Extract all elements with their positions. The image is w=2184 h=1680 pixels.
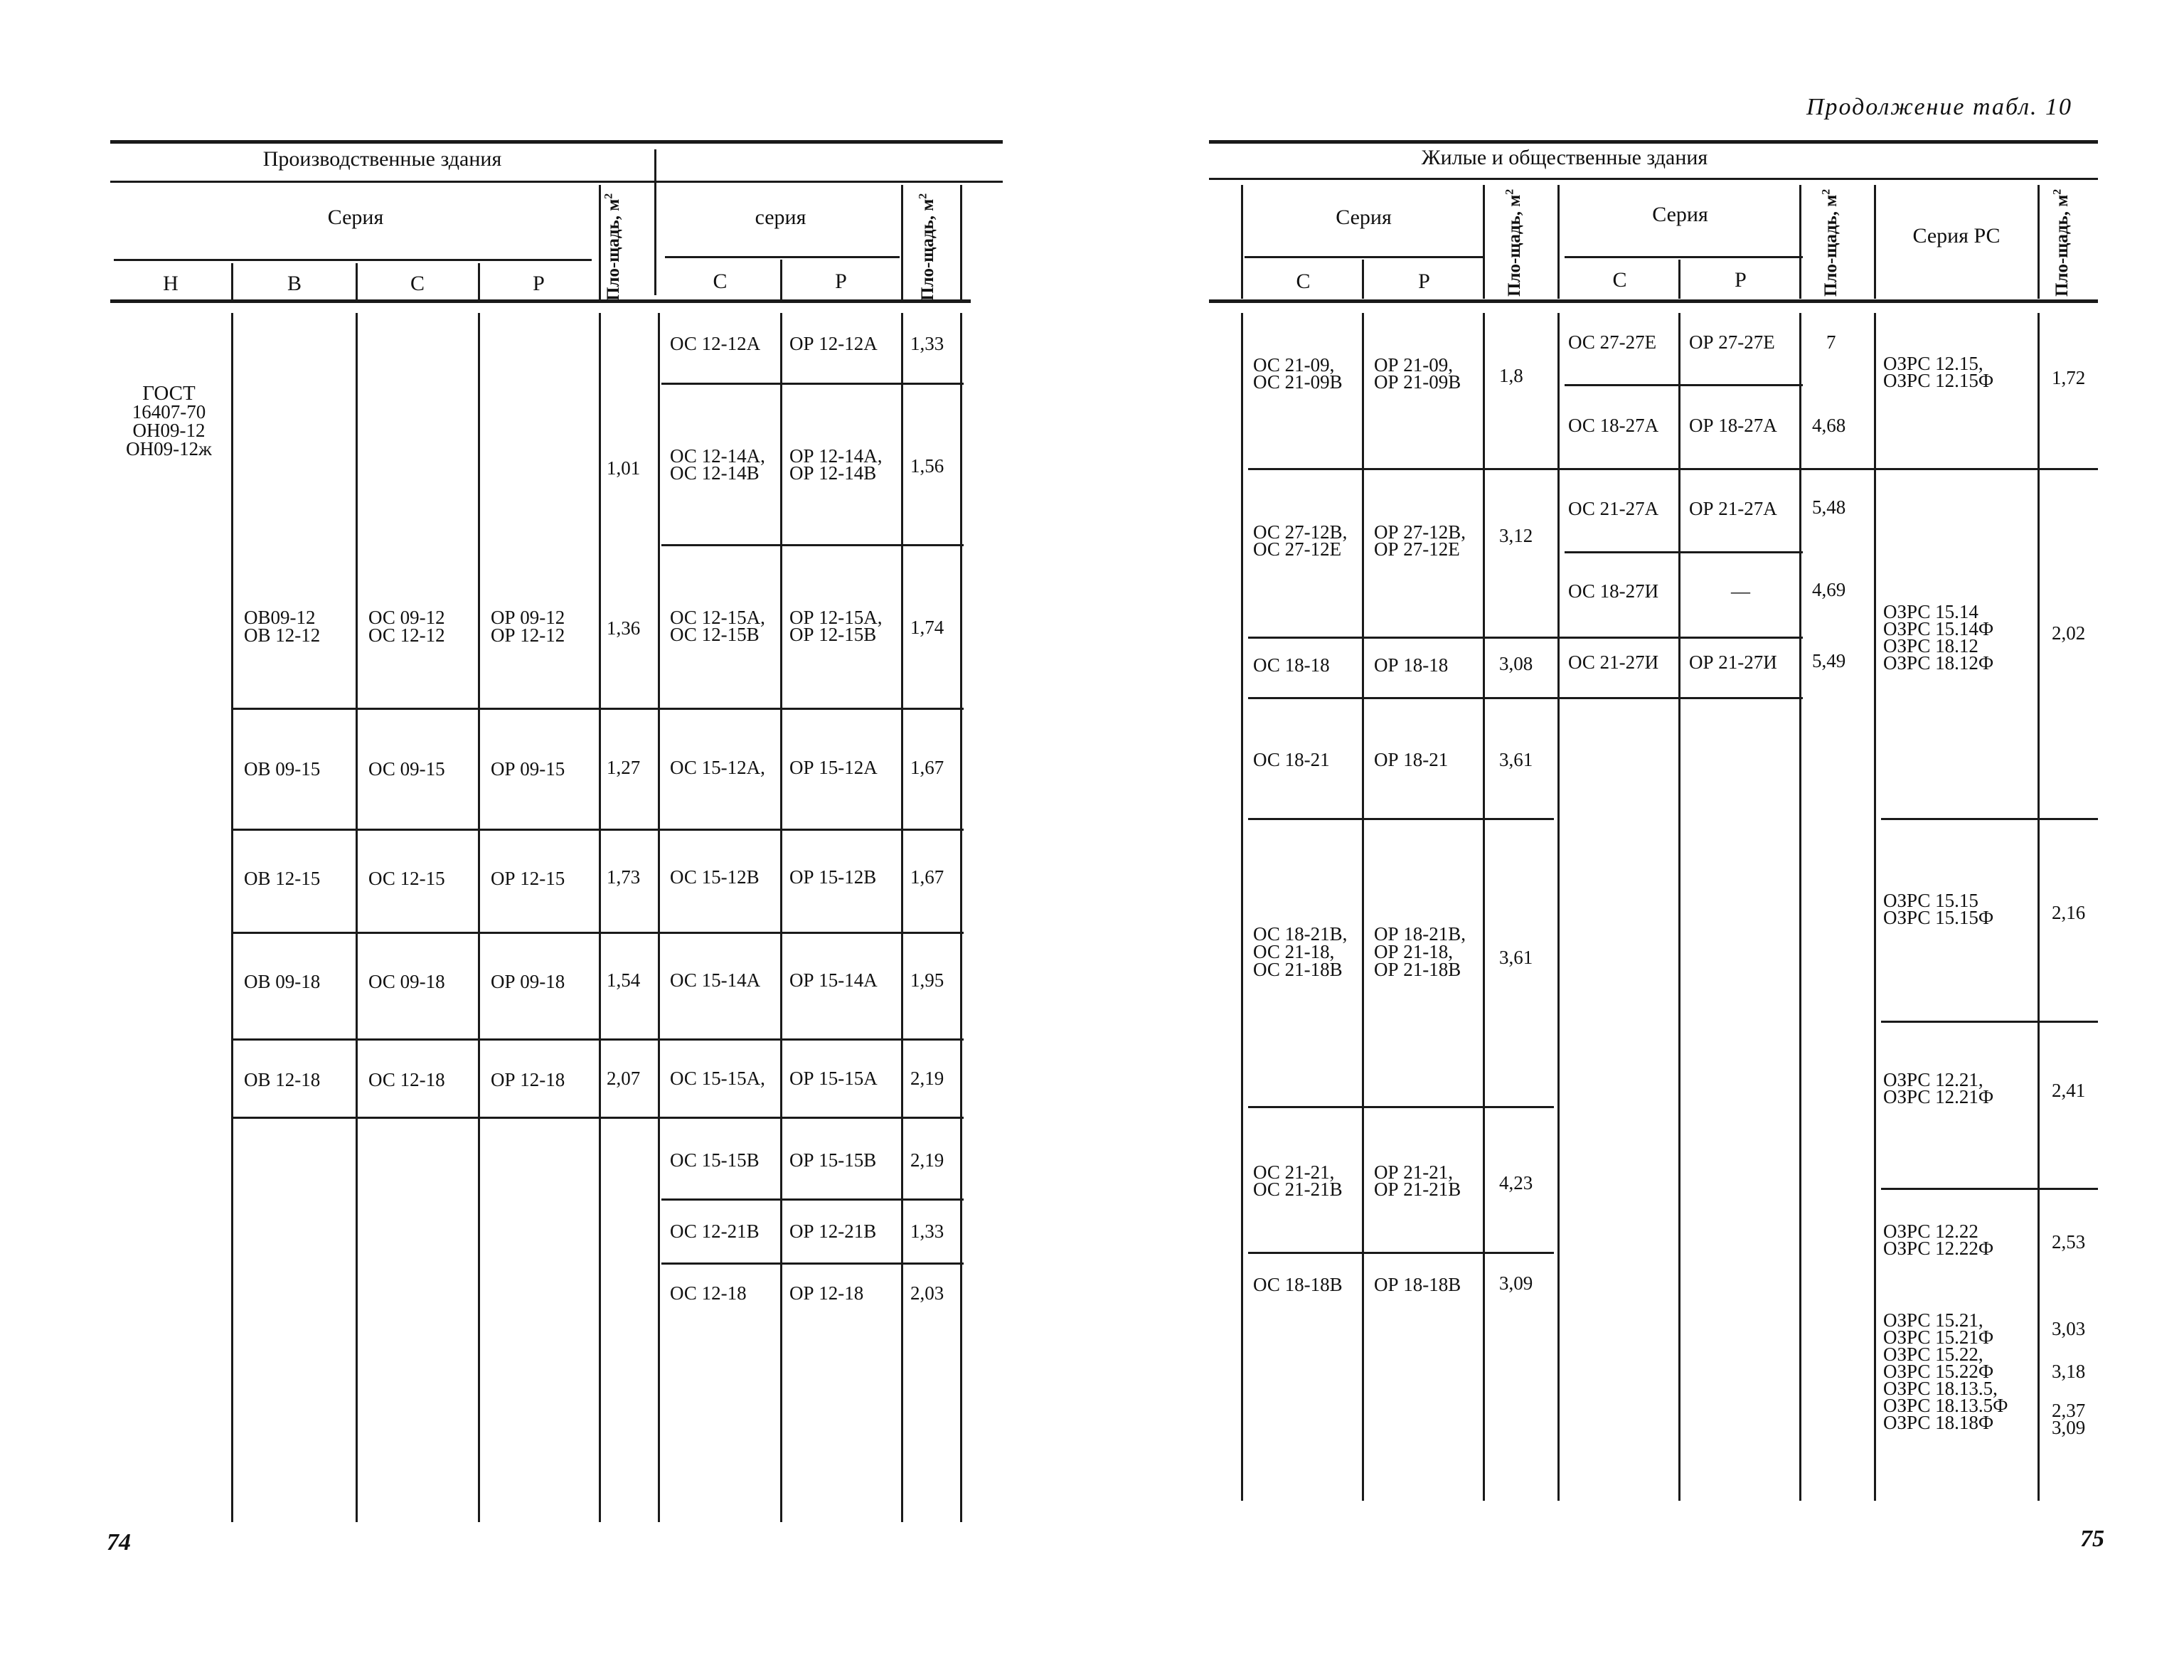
right-col-header-c: С [1296, 270, 1311, 293]
col-header-c2: С [713, 270, 728, 293]
col-header-p2: Р [835, 270, 847, 293]
table-cell: ОС 12-12А [670, 333, 761, 354]
table-cell: ОР 12-14А, [789, 445, 883, 467]
col-header-p: Р [533, 272, 545, 295]
table-cell: ОР 12-14В [789, 462, 877, 484]
left-header-area-2: Пло-щадь, $м^2$ [917, 193, 937, 301]
book-spread: Продолжение табл. 10 74 75 Производственные здания Серия серия Пло-щадь, $м^2$ Пло-щадь, $м^2$ Н В С Р С Р ГОСТ 16407-70 ОН09-12 ОН09-12ж ОВ09-12 ОВ 12-12 ОС 09-12 ОС 12-12 ОР 09-12 ОР 12-12 1,01 1,36 ОС 12-12А ОР 12-12А 1,33 ОС 12-14А, ОС 12-14В ОР 12-14А, ОР 12-14В 1,56 ОС 12-15А, ОС 12-15В ОР 12-15А, ОР 12-15В 1,74 ОВ 09-15 ОС 09-15 ОР 09-15 1,27 ОС 15-12А, ОР 15-12А 1,67 ОВ 12-15 ОС 12-15 ОР 12-15 1,73 ОС 15-12В ОР 15-12В 1,67 ОВ 09-18 ОС 09-18 ОР 09-18 1,54 ОС 15-14А ОР 15-14А 1,95 ОВ 12-18 ОС 12-18 ОР 12-18 2,07 ОС 15-15А, ОР 15-15А 2,19 ОС 15-15В ОР 15-15В 2,19 ОС 12-21В ОР 12-21В 1,33 ОС 12-18 ОР 12-18 2,03 Жилые и общественные здания Серия Серия Серия РС Пло-щадь, $м^2$ Пло-щадь, $м^2$ Пло-щадь, $м^2$ С Р С Р ОС 21-09, ОС 21-09В ОР 21-09, ОР 21-09В 1,8 ОС 27-12В, ОС 27-12Е ОР 27-12В, ОР 27-12Е 3,12 ОС 18-18 ОР 18-18 3,08 ОС 18-21 ОР 18-21 3,61 ОС 18-21В, ОС 21-18, ОС 21-18В ОР 18-21В, ОР 21-18, ОР 21-18В 3,61 ОС 21-21, ОС 21-21В ОР 21-21, ОР 21-21В 4,23 ОС 18-18В ОР 18-18В 3,09 ОС 27-27Е ОР 27-27Е 7 ОС 18-27А ОР 18-27А 4,68 ОС 21-27А ОР 21-27А 5,48 ОС 18-27И — 4,69 ОС 21-27И ОР 21-27И 5,49 ОЗРС 12.15, ОЗРС 12.15Ф 1,72 ОЗРС 15.14 ОЗРС 15.14Ф ОЗРС 18.12 ОЗРС 18.12Ф 2,02 ОЗРС 15.15 ОЗРС 15.15Ф 2,16 ОЗРС 12.21, ОЗРС 12.21Ф 2,41 ОЗРС 12.22 ОЗРС 12.22Ф 2,53 ОЗРС 15.21, ОЗРС 15.21Ф ОЗРС 15.22, ОЗРС 15.22Ф ОЗРС 18.13.5, ОЗРС 18.13.5Ф ОЗРС 18.18Ф 3,03 3,18 2,37 3,09 [107, 94, 2104, 1556]
right-col-header-p: Р [1418, 270, 1430, 293]
right-header-series2: Серия [1652, 203, 1708, 226]
page-number-right: 75 [2080, 1526, 2104, 1552]
table-cell: 1,01 [607, 457, 641, 479]
table-cell: ОВ 12-12 [244, 624, 321, 646]
table-cell: 1,36 [607, 617, 641, 639]
table-cell: 1,56 [910, 455, 944, 477]
right-header-series: Серия [1336, 206, 1392, 229]
right-header-area-3: Пло-щадь, $м^2$ [2051, 188, 2072, 297]
table-cell: ОС 12-15В [670, 624, 760, 645]
table-cell: ОС 12-14А, [670, 445, 765, 467]
table-cell: ОС 12-15А, [670, 607, 765, 628]
left-header-area-1: Пло-щадь, $м^2$ [602, 193, 623, 301]
right-header-area-2: Пло-щадь, $м^2$ [1820, 188, 1841, 297]
page-number-left: 74 [107, 1529, 131, 1556]
table-cell: ОР 12-15В [789, 624, 877, 645]
right-col-header-p2: Р [1735, 268, 1747, 292]
table-cell: 1,74 [910, 617, 944, 638]
table-cell: ОР 12-12 [491, 624, 565, 646]
table-cell: ОР 12-12А [789, 333, 878, 354]
table-cell: ОС 09-12 [368, 607, 445, 628]
table-caption: Продолжение табл. 10 [1806, 94, 2073, 120]
right-table-title: Жилые и общественные здания [1421, 146, 1708, 169]
col-header-h: Н [163, 272, 179, 295]
table-cell: ОС 12-12 [368, 624, 445, 646]
table-cell: ОР 09-12 [491, 607, 565, 628]
table-cell: ОС 12-14В [670, 462, 760, 484]
table-cell: 1,33 [910, 333, 944, 354]
left-table-title: Производственные здания [262, 147, 502, 171]
right-col-header-c2: С [1612, 268, 1627, 292]
left-header-series2: серия [755, 206, 806, 229]
col-header-b: В [287, 272, 302, 295]
right-header-area-1: Пло-щадь, $м^2$ [1503, 188, 1524, 297]
table-cell: ОР 12-15А, [789, 607, 883, 628]
table-cell: ОВ09-12 [244, 607, 316, 628]
col-header-c: С [410, 272, 425, 295]
right-header-series-rc: Серия РС [1912, 224, 2001, 248]
left-header-series: Серия [327, 206, 384, 229]
